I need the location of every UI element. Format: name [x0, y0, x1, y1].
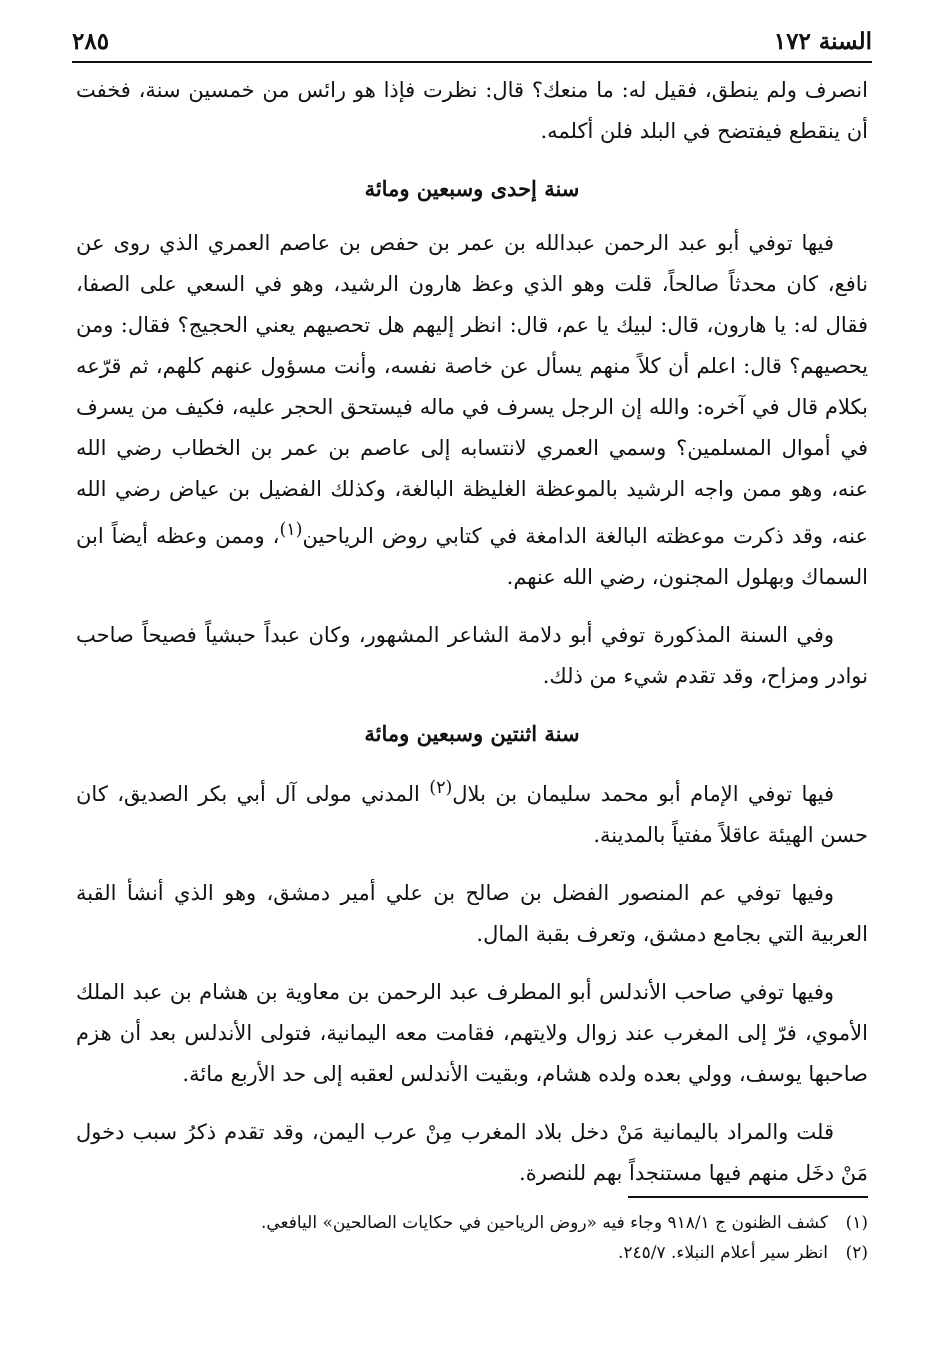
paragraph-abu-dulama: وفي السنة المذكورة توفي أبو دلامة الشاعر المشهور، وكان عبداً حبشياً فصيحاً صاحب نوادر ومزاح، وقد تقدم شيء من ذلك. [76, 623, 868, 688]
header-rule [72, 61, 872, 63]
page-body [76, 70, 868, 1211]
paragraph-andalus: وفيها توفي صاحب الأندلس أبو المطرف عبد الرحمن بن معاوية بن هشام بن عبد الملك الأموي، فرّ إلى المغرب عند زوال ولايتهم، فقامت معه اليمانية، فتولى الأندلس بعد أن هزم صاحبها يوسف، وولي بعده ولده هشام، وبقيت الأندلس لعقبه إلى حد الأربع مائة. [76, 980, 868, 1086]
paragraph-umari-end: ، وممن وعظه أيضاً ابن السماك وبهلول المجنون، رضي الله عنهم. [76, 524, 868, 589]
paragraph-sulayman [76, 768, 868, 856]
footnote-number: (٢) [845, 1243, 868, 1263]
footnote-rule [628, 1196, 868, 1198]
footnote-text: كشف الظنون ج ٩١٨/١ وجاء فيه «روض الرياحين في حكايات الصالحين» اليافعي. [260, 1213, 828, 1233]
running-header-section: السنة ١٧٢ [773, 27, 872, 55]
paragraph-sulayman-text: فيها توفي الإمام أبو محمد سليمان بن بلال [452, 782, 835, 806]
section-heading-172: سنة اثنتين وسبعين ومائة [364, 721, 580, 746]
footnote-ref-1: (١) [279, 520, 303, 540]
footnote-2 [76, 1238, 868, 1268]
footnote-number: (١) [845, 1213, 868, 1233]
footnote-1 [76, 1208, 868, 1238]
section-heading-171: سنة إحدى وسبعين ومائة [364, 176, 580, 201]
footnote-text: انظر سير أعلام النبلاء. ٢٤٥/٧. [617, 1243, 828, 1263]
paragraph-yamaniya: قلت والمراد باليمانية مَنْ دخل بلاد المغرب مِنْ عرب اليمن، وقد تقدم ذكرُ سبب دخول مَنْ دخَل منهم فيها مستنجداً بهم للنصرة. [76, 1120, 868, 1185]
footnotes [76, 1208, 868, 1268]
paragraph-fadl: وفيها توفي عم المنصور الفضل بن صالح بن علي أمير دمشق، وهو الذي أنشأ القبة العربية التي بجامع دمشق، وتعرف بقبة المال. [76, 881, 868, 946]
paragraph-sulayman-end: المدني مولى آل أبي بكر الصديق، كان حسن الهيئة عاقلاً مفتياً بالمدينة. [76, 782, 868, 847]
page-header [72, 22, 872, 60]
paragraph-continued: انصرف ولم ينطق، فقيل له: ما منعك؟ قال: نظرت فإذا هو رائس من خمسين سنة، فخفت أن ينقطع فيفتضح في البلد فلن أكلمه. [76, 78, 868, 143]
paragraph-umari-text: فيها توفي أبو عبد الرحمن عبدالله بن عمر بن حفص بن عاصم العمري الذي روى عن نافع، كان محدثاً صالحاً، قلت وهو الذي وعظ هارون الرشيد، وهو في السعي على الصفا، فقال له: يا هارون، قال: لبيك يا عم، قال: انظر إليهم هل تحصيهم يعني الحجيج؟ فقال: ومن يحصيهم؟ قال: اعلم أن كلاً منهم يسأل عن خاصة نفسه، وأنت مسؤول عنهم كلهم، ثم قرّعه بكلام قال في آخره: والله إن الرجل يسرف في ماله فيستحق الحجر عليه، فكيف من يسرف في أموال المسلمين؟ وسمي العمري لانتسابه إلى عاصم بن عمر بن الخطاب رضي الله عنه، وهو ممن واجه الرشيد بالموعظة الغليظة البالغة، وكذلك الفضيل بن عياض رضي الله عنه، وقد ذكرت موعظته البالغة الدامغة في كتابي روض الرياحين [76, 231, 868, 548]
footnote-ref-2: (٢) [429, 778, 453, 798]
page-number: ٢٨٥ [72, 27, 110, 55]
paragraph-umari [76, 223, 868, 598]
